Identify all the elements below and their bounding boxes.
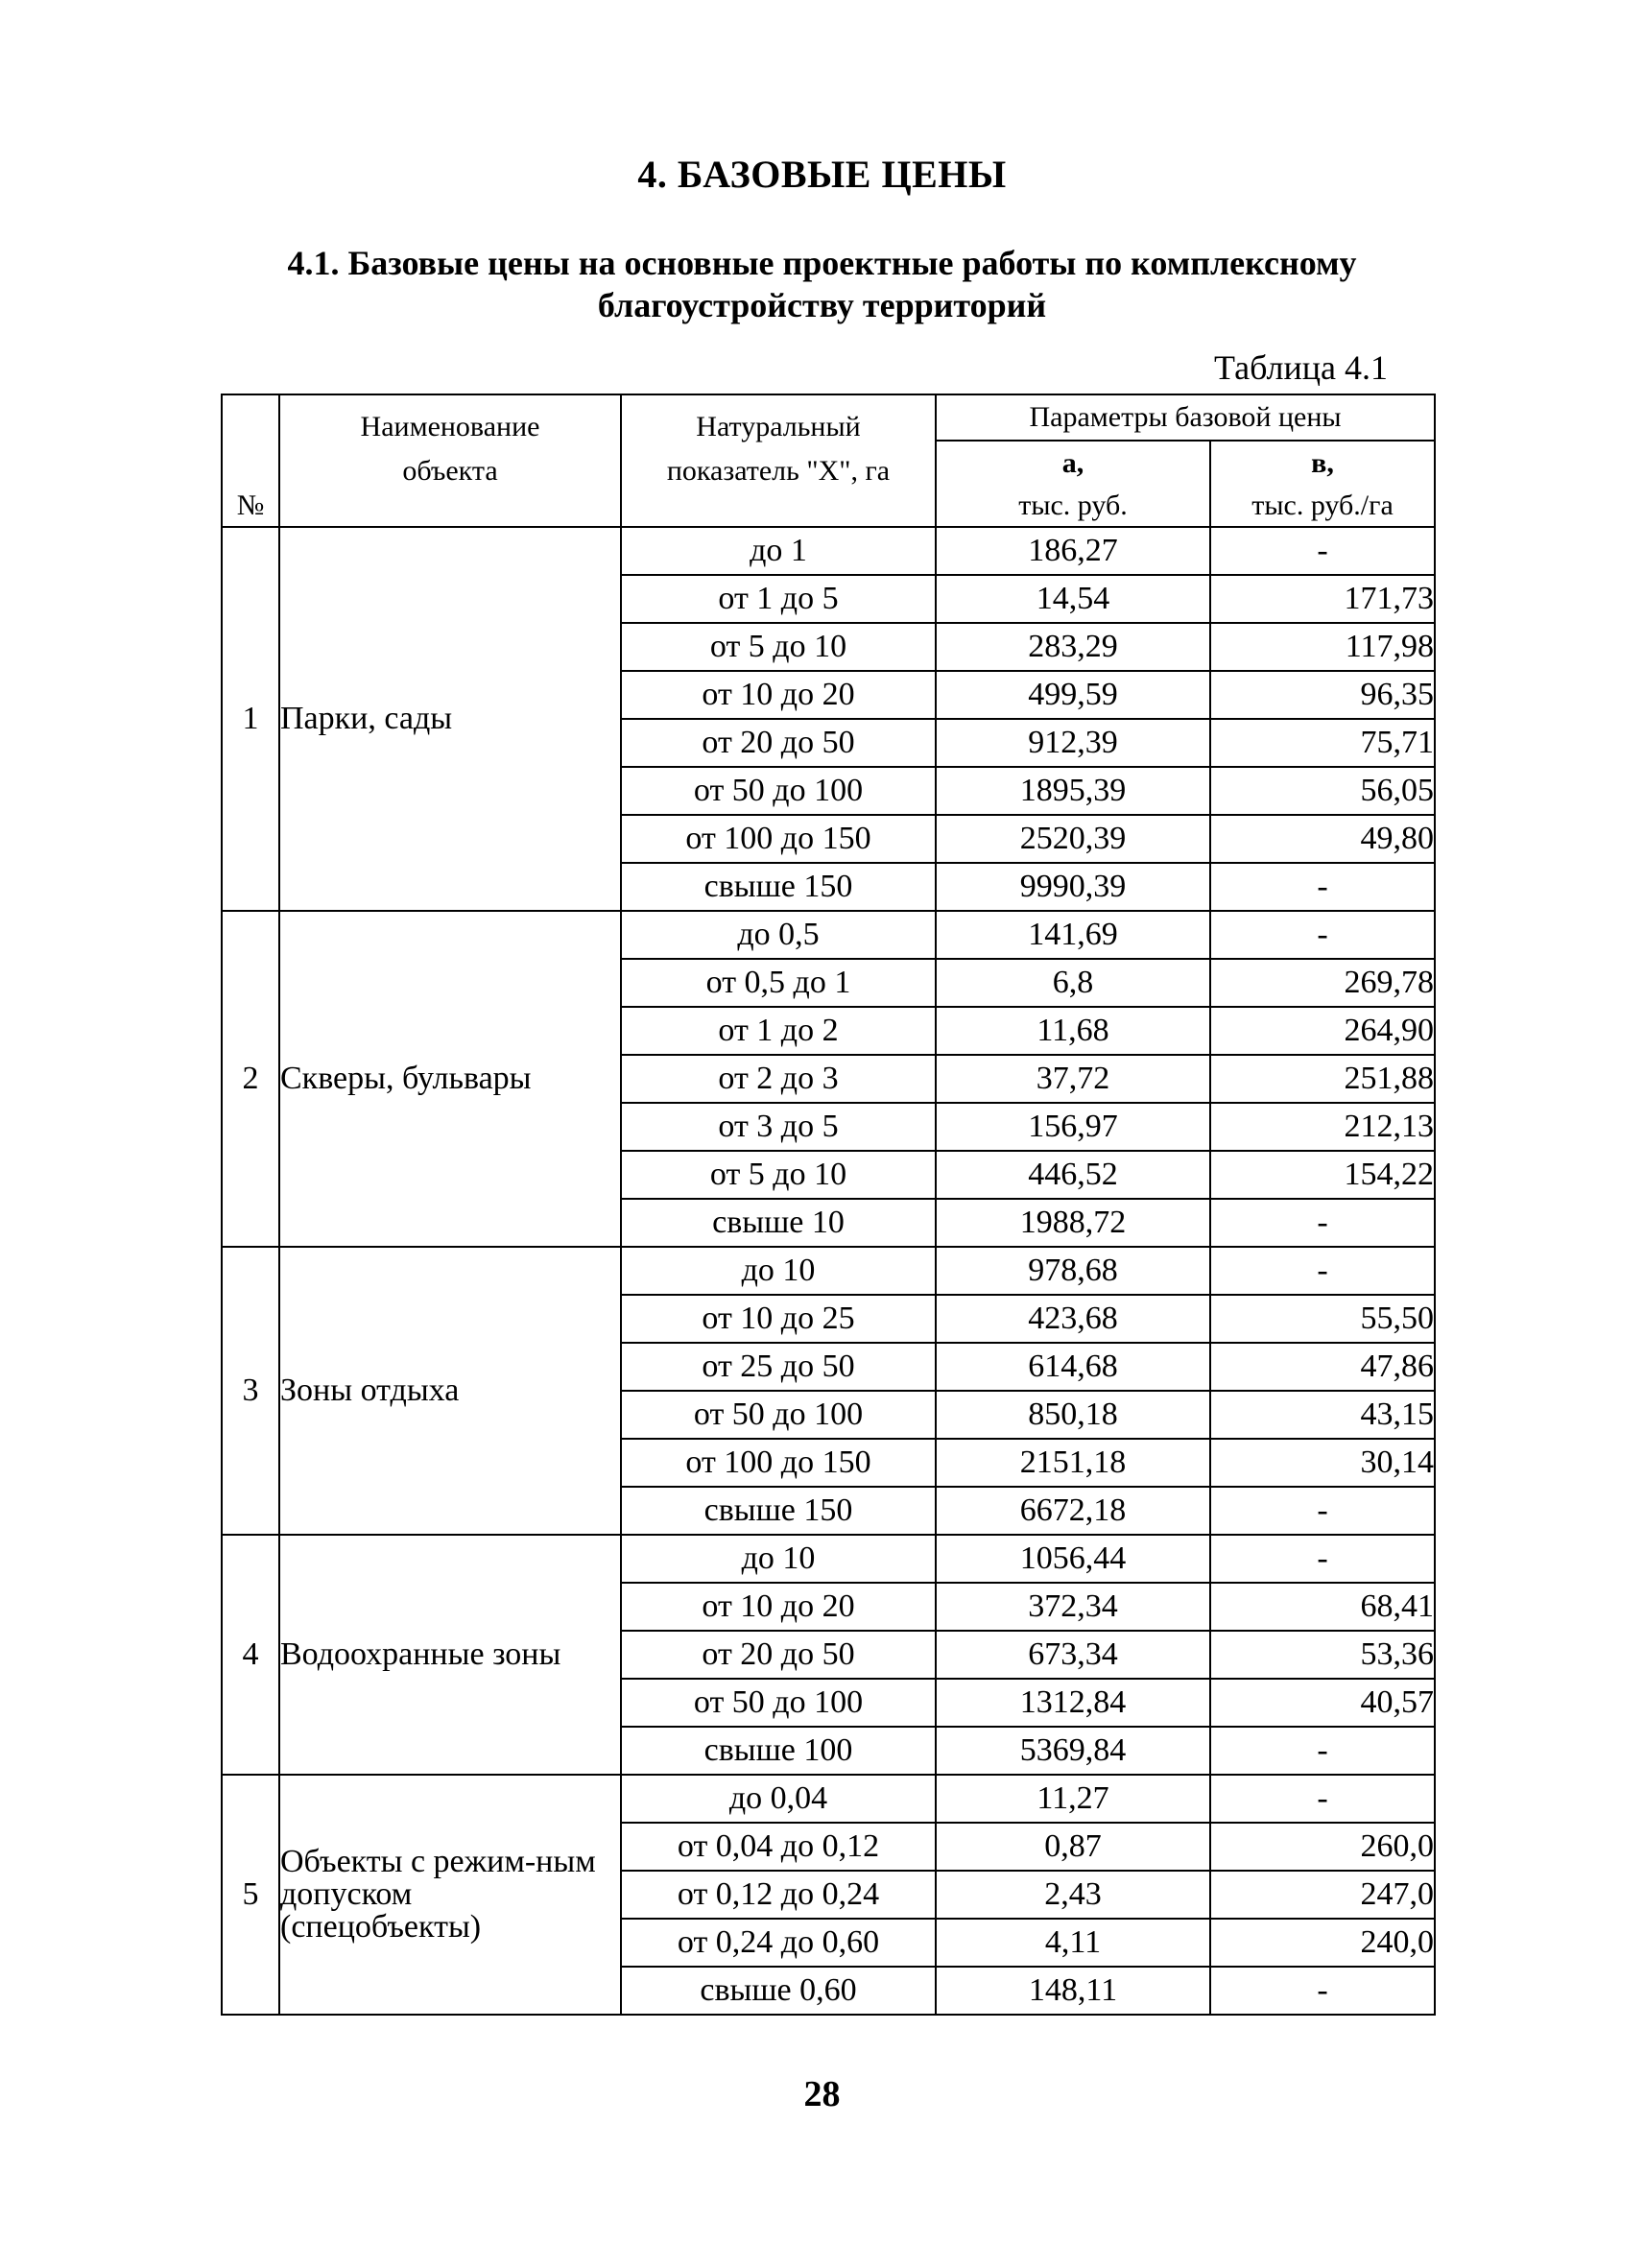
value-b-cell: 56,05 [1210, 767, 1435, 815]
value-a-cell: 156,97 [936, 1103, 1210, 1151]
value-b-cell: 247,0 [1210, 1871, 1435, 1919]
group-number: 3 [222, 1247, 279, 1535]
range-cell: от 50 до 100 [621, 767, 936, 815]
value-b-cell: - [1210, 1247, 1435, 1295]
value-a-cell: 6672,18 [936, 1487, 1210, 1535]
header-name-line1: Наименование [360, 411, 540, 442]
value-b-cell: - [1210, 863, 1435, 911]
value-a-cell: 673,34 [936, 1631, 1210, 1679]
range-cell: от 5 до 10 [621, 1151, 936, 1199]
value-b-cell: 264,90 [1210, 1007, 1435, 1055]
value-b-cell: 154,22 [1210, 1151, 1435, 1199]
range-cell: от 100 до 150 [621, 815, 936, 863]
group-number: 2 [222, 911, 279, 1247]
value-a-cell: 5369,84 [936, 1727, 1210, 1775]
value-b-cell: 47,86 [1210, 1343, 1435, 1391]
header-params-label: Параметры базовой цены [1029, 401, 1342, 433]
range-cell: от 10 до 20 [621, 1583, 936, 1631]
value-a-cell: 978,68 [936, 1247, 1210, 1295]
range-cell: от 25 до 50 [621, 1343, 936, 1391]
header-b [1210, 441, 1435, 486]
range-cell: свыше 100 [621, 1727, 936, 1775]
header-params [936, 394, 1435, 441]
range-cell: от 20 до 50 [621, 719, 936, 767]
value-b-cell: - [1210, 1727, 1435, 1775]
value-b-cell: 49,80 [1210, 815, 1435, 863]
section-title: 4.1. Базовые цены на основные проектные работы по комплексному благоустройству территорий [287, 244, 1357, 324]
header-num-label: № [236, 489, 265, 521]
table-row [222, 911, 1435, 959]
value-a-cell: 614,68 [936, 1343, 1210, 1391]
header-b-line2: тыс. руб./га [1251, 489, 1394, 521]
range-cell: от 10 до 25 [621, 1295, 936, 1343]
range-cell: до 10 [621, 1535, 936, 1583]
value-b-cell: - [1210, 527, 1435, 575]
table-row [222, 1535, 1435, 1583]
value-b-cell: - [1210, 1967, 1435, 2015]
table-body [222, 527, 1435, 2015]
header-a-unit [936, 486, 1210, 527]
value-a-cell: 148,11 [936, 1967, 1210, 2015]
value-a-cell: 2151,18 [936, 1439, 1210, 1487]
range-cell: до 0,5 [621, 911, 936, 959]
range-cell: до 0,04 [621, 1775, 936, 1823]
page-title: 4. БАЗОВЫЕ ЦЕНЫ [637, 153, 1007, 196]
value-b-cell: 212,13 [1210, 1103, 1435, 1151]
value-b-cell: 269,78 [1210, 959, 1435, 1007]
value-b-cell: 30,14 [1210, 1439, 1435, 1487]
range-cell: от 50 до 100 [621, 1391, 936, 1439]
header-x-line2: показатель "X", га [666, 455, 891, 487]
value-b-cell: - [1210, 1775, 1435, 1823]
header-name [279, 394, 621, 527]
value-a-cell: 283,29 [936, 623, 1210, 671]
value-a-cell: 6,8 [936, 959, 1210, 1007]
group-name: Скверы, бульвары [279, 911, 621, 1247]
range-cell: от 0,12 до 0,24 [621, 1871, 936, 1919]
header-name-line2: объекта [402, 455, 498, 487]
value-b-cell: 251,88 [1210, 1055, 1435, 1103]
value-a-cell: 9990,39 [936, 863, 1210, 911]
value-b-cell: - [1210, 1487, 1435, 1535]
header-x [621, 394, 936, 527]
range-cell: от 0,24 до 0,60 [621, 1919, 936, 1967]
value-a-cell: 1056,44 [936, 1535, 1210, 1583]
header-num [222, 394, 279, 527]
range-cell: от 3 до 5 [621, 1103, 936, 1151]
range-cell: от 10 до 20 [621, 671, 936, 719]
value-b-cell: - [1210, 911, 1435, 959]
value-b-cell: 96,35 [1210, 671, 1435, 719]
value-b-cell: 240,0 [1210, 1919, 1435, 1967]
group-number: 5 [222, 1775, 279, 2015]
value-a-cell: 11,68 [936, 1007, 1210, 1055]
header-b-unit [1210, 486, 1435, 527]
value-b-cell: 68,41 [1210, 1583, 1435, 1631]
table-row [222, 527, 1435, 575]
value-a-cell: 1988,72 [936, 1199, 1210, 1247]
range-cell: от 20 до 50 [621, 1631, 936, 1679]
header-b-line1: в, [1311, 447, 1334, 479]
value-a-cell: 141,69 [936, 911, 1210, 959]
value-a-cell: 499,59 [936, 671, 1210, 719]
range-cell: от 0,5 до 1 [621, 959, 936, 1007]
value-b-cell: 260,0 [1210, 1823, 1435, 1871]
range-cell: от 0,04 до 0,12 [621, 1823, 936, 1871]
group-number: 1 [222, 527, 279, 911]
range-cell: свыше 0,60 [621, 1967, 936, 2015]
group-name: Парки, сады [279, 527, 621, 911]
header-a-line1: а, [1061, 447, 1084, 479]
value-a-cell: 37,72 [936, 1055, 1210, 1103]
value-b-cell: 75,71 [1210, 719, 1435, 767]
base-price-table [221, 394, 1436, 2016]
group-name: Водоохранные зоны [279, 1535, 621, 1775]
value-b-cell: 117,98 [1210, 623, 1435, 671]
value-a-cell: 0,87 [936, 1823, 1210, 1871]
value-a-cell: 2520,39 [936, 815, 1210, 863]
value-b-cell: 55,50 [1210, 1295, 1435, 1343]
value-a-cell: 423,68 [936, 1295, 1210, 1343]
value-a-cell: 850,18 [936, 1391, 1210, 1439]
range-cell: от 100 до 150 [621, 1439, 936, 1487]
value-a-cell: 912,39 [936, 719, 1210, 767]
range-cell: свыше 150 [621, 863, 936, 911]
value-a-cell: 372,34 [936, 1583, 1210, 1631]
value-b-cell: 53,36 [1210, 1631, 1435, 1679]
value-a-cell: 4,11 [936, 1919, 1210, 1967]
table-label: Таблица 4.1 [1214, 348, 1388, 387]
page-number: 28 [803, 2074, 841, 2114]
group-name: Зоны отдыха [279, 1247, 621, 1535]
range-cell: от 5 до 10 [621, 623, 936, 671]
header-x-line1: Натуральный [696, 411, 861, 442]
range-cell: от 2 до 3 [621, 1055, 936, 1103]
range-cell: свыше 10 [621, 1199, 936, 1247]
value-b-cell: 171,73 [1210, 575, 1435, 623]
value-b-cell: 43,15 [1210, 1391, 1435, 1439]
value-a-cell: 1895,39 [936, 767, 1210, 815]
range-cell: от 1 до 5 [621, 575, 936, 623]
value-b-cell: - [1210, 1199, 1435, 1247]
header-a [936, 441, 1210, 486]
value-a-cell: 1312,84 [936, 1679, 1210, 1727]
value-a-cell: 186,27 [936, 527, 1210, 575]
table-row [222, 1775, 1435, 1823]
range-cell: до 1 [621, 527, 936, 575]
value-a-cell: 2,43 [936, 1871, 1210, 1919]
table-row [222, 1247, 1435, 1295]
range-cell: от 50 до 100 [621, 1679, 936, 1727]
group-name: Объекты с режим-ным допуском (спецобъекты) [279, 1775, 621, 2015]
range-cell: до 10 [621, 1247, 936, 1295]
value-b-cell: 40,57 [1210, 1679, 1435, 1727]
value-b-cell: - [1210, 1535, 1435, 1583]
table-header [222, 394, 1435, 527]
header-a-line2: тыс. руб. [1018, 489, 1128, 521]
value-a-cell: 446,52 [936, 1151, 1210, 1199]
range-cell: свыше 150 [621, 1487, 936, 1535]
value-a-cell: 11,27 [936, 1775, 1210, 1823]
range-cell: от 1 до 2 [621, 1007, 936, 1055]
group-number: 4 [222, 1535, 279, 1775]
value-a-cell: 14,54 [936, 575, 1210, 623]
